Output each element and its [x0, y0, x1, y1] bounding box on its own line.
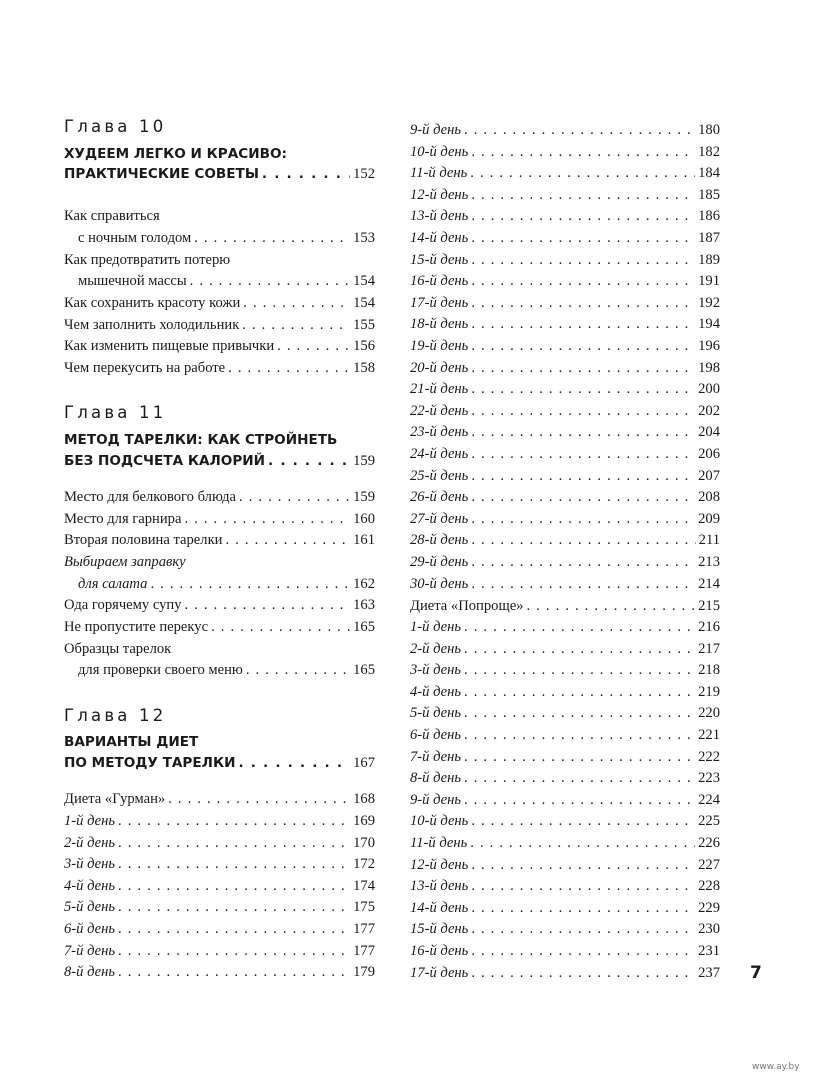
leader-dots [238, 754, 350, 772]
leader-dots [471, 856, 695, 874]
toc-entry-title: 11-й день [410, 835, 468, 851]
toc-entry-title: Не пропустите перекус [64, 619, 209, 635]
leader-dots [262, 165, 350, 183]
toc-entry-title: 22-й день [410, 402, 469, 419]
page-ref: 192 [698, 294, 720, 311]
leader-dots [211, 618, 350, 636]
toc-entry-title: 14-й день [410, 899, 469, 916]
toc-entry-title: Ода горячему супу [64, 597, 182, 613]
leader-dots [243, 294, 350, 312]
toc-entry-title: 2-й день [64, 834, 116, 851]
toc-entry-title: Вторая половина тарелки [64, 532, 223, 548]
toc-entry [410, 164, 720, 182]
page-ref: 224 [698, 791, 720, 808]
leader-dots [190, 272, 350, 290]
page-ref: 207 [698, 467, 720, 484]
leader-dots [118, 812, 350, 830]
toc-entry-title: 30-й день [410, 575, 469, 592]
page-ref: 200 [698, 381, 720, 398]
toc-entry-title: 1-й день [410, 619, 462, 635]
page-ref: 184 [698, 165, 720, 182]
leader-dots [239, 488, 350, 506]
page-ref: 230 [698, 921, 720, 938]
toc-entry [410, 251, 720, 269]
toc-entry [410, 186, 720, 204]
toc-entry [64, 618, 375, 636]
page-ref: 209 [698, 510, 720, 527]
page-ref: 216 [698, 619, 720, 635]
toc-entry-title: 9-й день [410, 122, 462, 138]
toc-entry [410, 661, 720, 679]
leader-dots [471, 812, 695, 830]
toc-entry [410, 920, 720, 938]
leader-dots [225, 531, 350, 549]
leader-dots [471, 359, 695, 377]
leader-dots [471, 207, 695, 225]
leader-dots [242, 316, 350, 334]
chapter-12-title-line2: ПО МЕТОДУ ТАРЕЛКИ [64, 755, 236, 771]
page-ref: 186 [698, 208, 720, 225]
leader-dots [471, 575, 695, 593]
leader-dots [471, 510, 695, 528]
leader-dots [118, 834, 350, 852]
leader-dots [471, 402, 695, 420]
toc-entry [64, 359, 375, 377]
toc-entry-title: 15-й день [410, 921, 469, 938]
toc-entry [410, 272, 720, 290]
leader-dots [470, 164, 695, 182]
leader-dots [471, 920, 695, 938]
toc-entry [410, 402, 720, 420]
leader-dots [471, 337, 695, 355]
toc-entry [410, 488, 720, 506]
toc-entry [64, 488, 375, 506]
toc-entry-title: 11-й день [410, 165, 468, 182]
page-ref: 153 [353, 230, 375, 246]
toc-entry-title: 19-й день [410, 338, 469, 354]
toc-entry [410, 229, 720, 247]
toc-entry [64, 877, 375, 895]
leader-dots [184, 510, 350, 528]
page-ref: 182 [698, 143, 720, 160]
toc-entry-title: 5-й день [410, 705, 462, 722]
toc-entry-title: 5-й день [64, 899, 116, 916]
page-ref: 215 [698, 598, 720, 614]
toc-entry-title: 2-й день [410, 640, 462, 657]
toc-entry-title: 15-й день [410, 251, 469, 268]
toc-entry-title: 16-й день [410, 273, 469, 290]
toc-entry-title: 24-й день [410, 446, 469, 462]
toc-entry-title: 3-й день [64, 856, 116, 873]
chapter-11-title-entry [64, 452, 375, 470]
toc-entry-title: 18-й день [410, 316, 469, 333]
toc-entry [410, 531, 720, 549]
toc-entry-title: Чем заполнить холодильник [64, 317, 240, 333]
leader-dots [464, 121, 695, 139]
toc-entry [64, 596, 375, 614]
toc-entry [64, 337, 375, 355]
toc-entry-title: для проверки своего меню [78, 662, 243, 678]
toc-entry-line: Как предотвратить потерю [64, 252, 231, 268]
toc-entry-title: 16-й день [410, 943, 469, 959]
page-ref: 228 [698, 878, 720, 895]
leader-dots [118, 942, 350, 960]
leader-dots [471, 315, 695, 333]
toc-entry-title: 9-й день [410, 791, 462, 808]
leader-dots [471, 445, 695, 463]
toc-entry-title: Место для белкового блюда [64, 489, 237, 505]
page-ref: 160 [353, 511, 375, 527]
leader-dots [526, 597, 695, 615]
toc-entry [410, 315, 720, 333]
page-ref: 231 [698, 943, 720, 959]
toc-entry [410, 553, 720, 571]
toc-entry [410, 575, 720, 593]
page-ref: 226 [698, 835, 720, 851]
leader-dots [471, 531, 695, 549]
page-ref: 155 [353, 317, 375, 333]
toc-entry-title: 20-й день [410, 359, 469, 376]
page-ref: 229 [698, 899, 720, 916]
toc-entry-title: 13-й день [410, 878, 469, 895]
toc-entry [410, 856, 720, 874]
leader-dots [464, 748, 695, 766]
toc-entry [410, 964, 720, 982]
toc-entry-title: 1-й день [64, 813, 116, 829]
page-ref: 225 [698, 813, 720, 830]
toc-entry-title: 6-й день [410, 727, 462, 743]
page-ref: 174 [353, 877, 375, 894]
leader-dots [471, 553, 695, 571]
leader-dots [150, 575, 350, 593]
page-ref: 158 [353, 360, 375, 376]
leader-dots [471, 942, 695, 960]
page-ref: 211 [698, 532, 720, 549]
leader-dots [471, 143, 695, 161]
chapter-11-title-line2: БЕЗ ПОДСЧЕТА КАЛОРИЙ [64, 453, 266, 469]
leader-dots [471, 251, 695, 269]
page-ref: 204 [698, 424, 720, 441]
leader-dots [464, 791, 695, 809]
toc-entry [410, 640, 720, 658]
toc-entry-title: для салата [78, 576, 148, 592]
toc-entry-title: 4-й день [410, 683, 462, 700]
toc-entry-line: Образцы тарелок [64, 641, 172, 657]
toc-entry [410, 294, 720, 312]
leader-dots [464, 640, 695, 658]
leader-dots [471, 380, 695, 398]
page-ref: 175 [353, 899, 375, 916]
page-ref: 162 [353, 576, 375, 592]
toc-entry [410, 812, 720, 830]
page-ref: 214 [698, 575, 720, 592]
page-ref: 191 [698, 273, 720, 290]
chapter-12-title-entry [64, 754, 375, 772]
page-ref: 202 [698, 402, 720, 419]
page-ref: 159 [353, 453, 375, 469]
toc-entry [64, 229, 375, 247]
leader-dots [185, 596, 351, 614]
toc-entry-title: 21-й день [410, 381, 469, 398]
page-ref: 168 [353, 791, 375, 807]
page-ref: 159 [353, 489, 375, 505]
leader-dots [228, 359, 350, 377]
toc-entry-title: Место для гарнира [64, 511, 182, 527]
leader-dots [118, 920, 350, 938]
toc-entry-title: Диета «Гурман» [64, 791, 166, 807]
leader-dots [471, 877, 695, 895]
page-ref: 179 [353, 964, 375, 981]
page-ref: 167 [353, 755, 375, 771]
leader-dots [168, 790, 350, 808]
toc-entry-line: Выбираем заправку [64, 554, 186, 570]
toc-entry-title: 29-й день [410, 554, 469, 570]
toc-entry [64, 661, 375, 679]
toc-entry-title: 26-й день [410, 489, 469, 506]
leader-dots [118, 963, 350, 981]
page-number: 7 [750, 963, 762, 983]
page-ref: 237 [698, 964, 720, 981]
page-ref: 154 [353, 295, 375, 311]
toc-entry-title: Чем перекусить на работе [64, 360, 226, 376]
page-ref: 208 [698, 489, 720, 506]
toc-entry [64, 294, 375, 312]
leader-dots [471, 186, 695, 204]
toc-entry [64, 920, 375, 938]
toc-entry [410, 121, 720, 139]
toc-entry-title: Как сохранить красоту кожи [64, 295, 241, 311]
toc-entry [64, 834, 375, 852]
leader-dots [471, 294, 695, 312]
toc-entry [410, 791, 720, 809]
toc-entry-title: 14-й день [410, 230, 469, 246]
page-ref: 213 [698, 554, 720, 570]
toc-entry [410, 510, 720, 528]
page-ref: 185 [698, 186, 720, 203]
leader-dots [464, 661, 695, 679]
leader-dots [471, 964, 695, 982]
toc-entry-title: 12-й день [410, 856, 469, 873]
toc-entry-title: 17-й день [410, 964, 469, 981]
page-ref: 194 [698, 316, 720, 333]
chapter-10-title-entry [64, 165, 375, 183]
toc-entry-title: 8-й день [64, 964, 116, 981]
toc-entry [64, 790, 375, 808]
page-ref: 227 [698, 856, 720, 873]
toc-entry-title: Как изменить пищевые привычки [64, 338, 275, 354]
chapter-11-label: Глава 11 [64, 403, 167, 422]
toc-entry-title: 28-й день [410, 532, 469, 549]
leader-dots [464, 683, 695, 701]
chapter-10-title-line1: ХУДЕЕМ ЛЕГКО И КРАСИВО: [64, 146, 287, 162]
toc-entry-title: Диета «Попроще» [410, 598, 524, 614]
page-ref: 152 [353, 166, 375, 182]
page-ref: 165 [353, 619, 375, 635]
toc-entry [410, 899, 720, 917]
page-ref: 222 [698, 748, 720, 765]
toc-entry [64, 510, 375, 528]
toc-entry [410, 748, 720, 766]
page-ref: 220 [698, 705, 720, 722]
toc-entry-title: 8-й день [410, 770, 462, 787]
toc-entry-title: 13-й день [410, 208, 469, 225]
chapter-12-label: Глава 12 [64, 706, 167, 725]
page-ref: 218 [698, 662, 720, 679]
leader-dots [464, 618, 695, 636]
page-ref: 180 [698, 122, 720, 138]
leader-dots [277, 337, 350, 355]
toc-entry-title: 25-й день [410, 467, 469, 484]
leader-dots [471, 272, 695, 290]
toc-entry [64, 898, 375, 916]
leader-dots [464, 769, 695, 787]
page-ref: 189 [698, 251, 720, 268]
page-ref: 187 [698, 230, 720, 246]
page-ref: 170 [353, 834, 375, 851]
toc-entry [410, 726, 720, 744]
page-ref: 163 [353, 597, 375, 613]
toc-entry [410, 942, 720, 960]
toc-entry [410, 359, 720, 377]
toc-entry [410, 769, 720, 787]
page-ref: 156 [353, 338, 375, 354]
toc-entry [410, 618, 720, 636]
toc-entry [64, 942, 375, 960]
toc-entry-title: мышечной массы [78, 273, 187, 289]
toc-entry-title: 23-й день [410, 424, 469, 441]
toc-entry [64, 272, 375, 290]
chapter-11-title-line1: МЕТОД ТАРЕЛКИ: КАК СТРОЙНЕТЬ [64, 432, 338, 448]
toc-entry [410, 423, 720, 441]
toc-entry [410, 704, 720, 722]
toc-entry [64, 531, 375, 549]
toc-entry [64, 812, 375, 830]
toc-entry [410, 207, 720, 225]
page-ref: 154 [353, 273, 375, 289]
leader-dots [470, 834, 695, 852]
toc-entry [410, 877, 720, 895]
leader-dots [118, 855, 350, 873]
toc-entry-title: 17-й день [410, 294, 469, 311]
toc-entry-title: 7-й день [410, 748, 462, 765]
toc-entry-title: с ночным голодом [78, 230, 192, 246]
toc-entry [64, 316, 375, 334]
watermark: www.ay.by [752, 1062, 800, 1072]
toc-entry [64, 855, 375, 873]
leader-dots [464, 726, 695, 744]
page-ref: 169 [353, 813, 375, 829]
toc-entry [410, 337, 720, 355]
leader-dots [246, 661, 350, 679]
toc-entry-title: 27-й день [410, 510, 469, 527]
page-ref: 217 [698, 640, 720, 657]
toc-entry-title: 3-й день [410, 662, 462, 679]
page-ref: 219 [698, 683, 720, 700]
page-ref: 221 [698, 727, 720, 743]
leader-dots [118, 877, 350, 895]
toc-entry [410, 683, 720, 701]
toc-entry [410, 834, 720, 852]
page-ref: 223 [698, 770, 720, 787]
leader-dots [464, 704, 695, 722]
toc-entry [64, 575, 375, 593]
toc-entry [64, 963, 375, 981]
page-ref: 206 [698, 446, 720, 462]
toc-entry [410, 445, 720, 463]
toc-entry-title: 6-й день [64, 921, 116, 937]
page-ref: 165 [353, 662, 375, 678]
page-ref: 198 [698, 359, 720, 376]
leader-dots [471, 229, 695, 247]
page-ref: 196 [698, 338, 720, 354]
toc-entry [410, 467, 720, 485]
leader-dots [471, 467, 695, 485]
leader-dots [194, 229, 350, 247]
page-ref: 161 [353, 532, 375, 548]
toc-entry-title: 10-й день [410, 813, 469, 830]
page-ref: 172 [353, 856, 375, 873]
chapter-12-title-line1: ВАРИАНТЫ ДИЕТ [64, 734, 199, 750]
toc-entry-line: Как справиться [64, 208, 160, 224]
toc-entry-title: 7-й день [64, 942, 116, 959]
toc-entry-title: 12-й день [410, 186, 469, 203]
leader-dots [471, 488, 695, 506]
page-ref: 177 [353, 921, 375, 937]
chapter-10-label: Глава 10 [64, 117, 167, 136]
leader-dots [471, 899, 695, 917]
toc-entry [410, 143, 720, 161]
leader-dots [268, 452, 350, 470]
chapter-10-title-line2: ПРАКТИЧЕСКИЕ СОВЕТЫ [64, 166, 259, 182]
toc-entry-title: 4-й день [64, 877, 116, 894]
leader-dots [471, 423, 695, 441]
page-ref: 177 [353, 942, 375, 959]
toc-entry [410, 380, 720, 398]
toc-entry-title: 10-й день [410, 143, 469, 160]
leader-dots [118, 898, 350, 916]
toc-entry [410, 597, 720, 615]
